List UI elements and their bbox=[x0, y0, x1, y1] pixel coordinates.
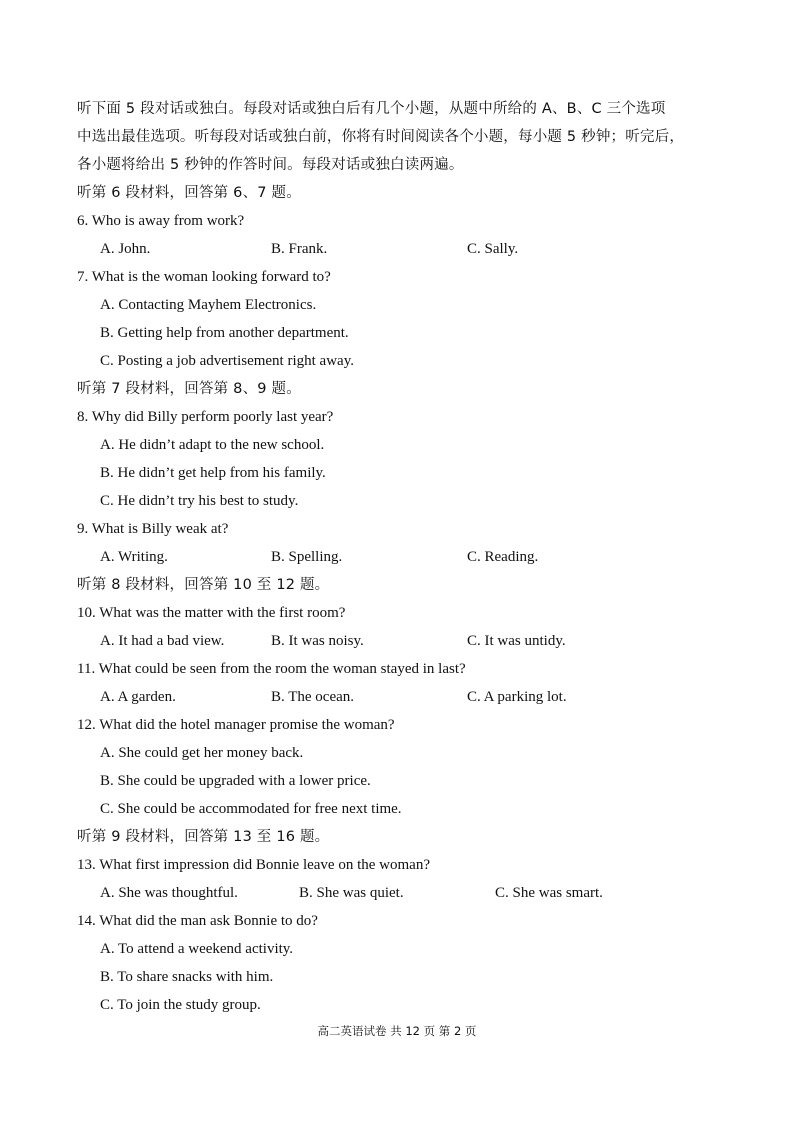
question-14-stem: 14. What did the man ask Bonnie to do? bbox=[77, 913, 318, 929]
question-10-option-b: B. It was noisy. bbox=[271, 633, 364, 649]
question-11-stem: 11. What could be seen from the room the woman stayed in last? bbox=[77, 661, 466, 677]
question-12-option-b: B. She could be upgraded with a lower price. bbox=[100, 773, 371, 789]
question-6-option-c: C. Sally. bbox=[467, 241, 519, 257]
instructions-line-2: 中选出最佳选项。听每段对话或独白前，你将有时间阅读各个小题，每小题 5 秒钟；听完后， bbox=[77, 129, 685, 145]
page-footer: 高二英语试卷 共 12 页 第 2 页 bbox=[317, 1024, 477, 1038]
question-13-option-b: B. She was quiet. bbox=[299, 885, 404, 901]
question-13-option-c: C. She was smart. bbox=[495, 885, 603, 901]
question-12-option-a: A. She could get her money back. bbox=[100, 745, 304, 761]
section-heading-6: 听第 6 段材料，回答第 6、7 题。 bbox=[77, 185, 301, 201]
question-7-stem: 7. What is the woman looking forward to? bbox=[77, 269, 331, 285]
question-6-stem: 6. Who is away from work? bbox=[77, 213, 245, 229]
section-heading-7: 听第 7 段材料，回答第 8、9 题。 bbox=[77, 381, 301, 397]
question-13-stem: 13. What first impression did Bonnie leave on the woman? bbox=[77, 857, 430, 873]
question-14-option-a: A. To attend a weekend activity. bbox=[100, 941, 294, 957]
question-8-option-a: A. He didn’t adapt to the new school. bbox=[100, 437, 325, 453]
question-7-option-a: A. Contacting Mayhem Electronics. bbox=[100, 297, 317, 313]
instructions-line-3: 各小题将给出 5 秒钟的作答时间。每段对话或独白读两遍。 bbox=[77, 157, 464, 173]
instructions-line-1: 听下面 5 段对话或独白。每段对话或独白后有几个小题，从题中所给的 A、B、C 三个选项 bbox=[77, 101, 666, 117]
question-9-stem: 9. What is Billy weak at? bbox=[77, 521, 229, 537]
question-14-option-b: B. To share snacks with him. bbox=[100, 969, 274, 985]
question-9-option-b: B. Spelling. bbox=[271, 549, 343, 565]
question-14-option-c: C. To join the study group. bbox=[100, 997, 261, 1013]
question-6-option-a: A. John. bbox=[100, 241, 151, 257]
section-heading-9: 听第 9 段材料，回答第 13 至 16 题。 bbox=[77, 829, 330, 845]
question-6-option-b: B. Frank. bbox=[271, 241, 328, 257]
question-13-option-a: A. She was thoughtful. bbox=[100, 885, 238, 901]
question-10-option-c: C. It was untidy. bbox=[467, 633, 566, 649]
question-10-stem: 10. What was the matter with the first room? bbox=[77, 605, 346, 621]
section-heading-8: 听第 8 段材料，回答第 10 至 12 题。 bbox=[77, 577, 330, 593]
question-8-stem: 8. Why did Billy perform poorly last year? bbox=[77, 409, 334, 425]
question-8-option-c: C. He didn’t try his best to study. bbox=[100, 493, 299, 509]
question-12-stem: 12. What did the hotel manager promise the woman? bbox=[77, 717, 395, 733]
question-11-option-c: C. A parking lot. bbox=[467, 689, 567, 705]
question-11-option-a: A. A garden. bbox=[100, 689, 176, 705]
question-9-option-c: C. Reading. bbox=[467, 549, 539, 565]
question-11-option-b: B. The ocean. bbox=[271, 689, 355, 705]
question-12-option-c: C. She could be accommodated for free next time. bbox=[100, 801, 402, 817]
question-10-option-a: A. It had a bad view. bbox=[100, 633, 225, 649]
question-9-option-a: A. Writing. bbox=[100, 549, 168, 565]
question-7-option-c: C. Posting a job advertisement right away. bbox=[100, 353, 354, 369]
question-7-option-b: B. Getting help from another department. bbox=[100, 325, 349, 341]
question-8-option-b: B. He didn’t get help from his family. bbox=[100, 465, 326, 481]
